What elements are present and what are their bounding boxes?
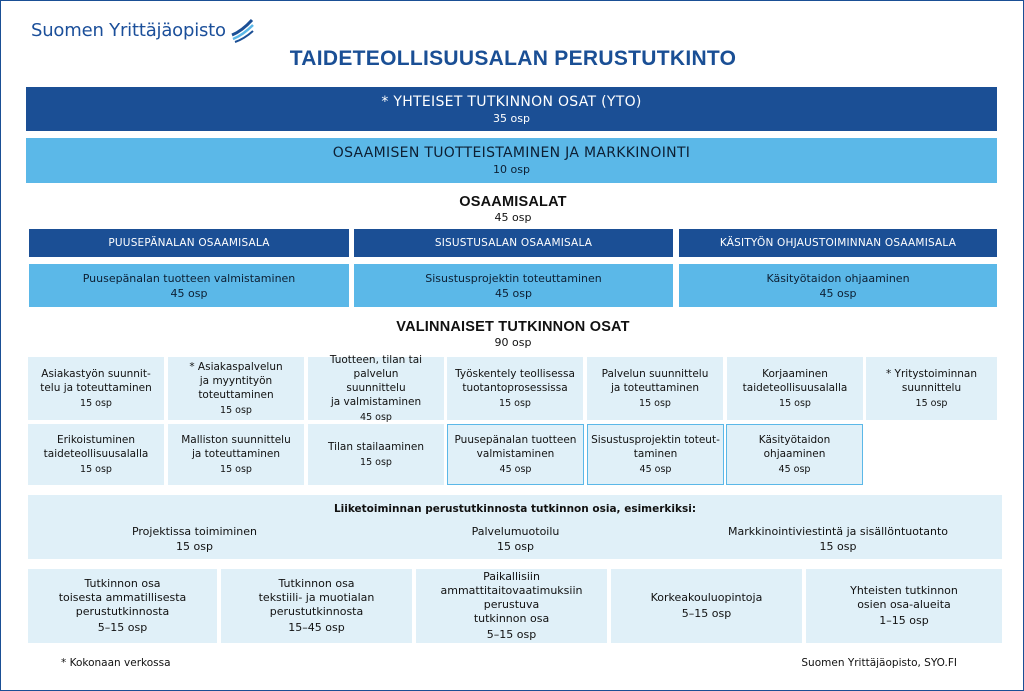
unit-osp: 45 osp (639, 463, 672, 475)
unit-line: tekstiili- ja muotialan (258, 591, 375, 604)
unit-osp: 45 osp (495, 286, 532, 300)
elective-unit (866, 357, 997, 420)
liiketoiminta-example (423, 524, 608, 554)
unit-line: tutkinnon osa (473, 612, 550, 625)
unit-osp: 15–45 osp (288, 621, 345, 634)
elective-unit (447, 357, 583, 420)
elective-unit-osaamisala (587, 424, 724, 485)
unit-line: Korkeakouluopintoja (650, 591, 763, 604)
other-unit (611, 569, 802, 643)
unit-line: ja valmistaminen (330, 395, 422, 408)
core-osp: 10 osp (493, 163, 530, 176)
liiketoiminta-example (688, 524, 988, 554)
unit-line: * Asiakaspalvelun (189, 360, 283, 373)
valinnaiset-osp: 90 osp (494, 336, 532, 349)
osaamisalat-heading (1, 194, 1024, 224)
unit-osp: 5–15 osp (681, 607, 732, 620)
elective-unit (168, 424, 304, 485)
unit-label: Puusepänalan tuotteen valmistaminen (82, 271, 296, 285)
elective-unit-osaamisala (726, 424, 863, 485)
example-osp: 15 osp (176, 540, 213, 553)
liiketoiminta-example (102, 524, 287, 554)
yto-bar (26, 87, 997, 131)
unit-osp: 45 osp (778, 463, 811, 475)
unit-line: Yhteisten tutkinnon (850, 584, 958, 597)
unit-line: toteuttaminen (198, 388, 274, 401)
unit-line: ohjaaminen (763, 447, 826, 460)
unit-osp: 45 osp (819, 286, 857, 300)
unit-osp: 45 osp (170, 286, 208, 300)
elective-unit (28, 357, 164, 420)
unit-line: perustutkinnosta (75, 605, 170, 618)
example-label: Projektissa toimiminen (131, 525, 258, 538)
unit-line: tuotantoprosessissa (462, 381, 568, 394)
unit-osp: 15 osp (779, 397, 811, 409)
elective-unit (308, 424, 444, 485)
page-title: TAIDETEOLLISUUSALAN PERUSTUTKINTO (289, 47, 737, 70)
unit-line: suunnittelu (346, 381, 406, 394)
unit-osp: 15 osp (499, 397, 531, 409)
osaamisalat-osp: 45 osp (494, 211, 532, 224)
valinnaiset-heading (1, 319, 1024, 349)
elective-unit (28, 424, 164, 485)
unit-osp: 5–15 osp (97, 621, 148, 634)
unit-line: taideteollisuusalalla (43, 447, 149, 460)
unit-osp: 45 osp (499, 463, 532, 475)
elective-unit-osaamisala (447, 424, 584, 485)
unit-line: Korjaaminen (762, 367, 828, 380)
unit-line: perustuva (483, 598, 540, 611)
unit-line: Käsityötaidon (758, 433, 831, 446)
core-bar (26, 138, 997, 183)
unit-osp: 15 osp (80, 463, 112, 475)
osaamisala-header-puuseppa: PUUSEPÄNALAN OSAAMISALA (29, 229, 349, 257)
unit-osp: 15 osp (639, 397, 671, 409)
osaamisala-unit-puuseppa (29, 264, 349, 307)
osaamisalat-title: OSAAMISALAT (459, 194, 567, 210)
logo[interactable] (31, 17, 254, 43)
unit-osp: 15 osp (220, 404, 252, 416)
unit-osp: 1–15 osp (879, 614, 929, 627)
example-osp: 15 osp (497, 540, 534, 553)
unit-line: suunnittelu (901, 381, 962, 394)
unit-line: Malliston suunnittelu (181, 433, 291, 446)
unit-line: taideteollisuusalalla (742, 381, 848, 394)
unit-line: perustutkinnosta (269, 605, 364, 618)
source-credit: Suomen Yrittäjäopisto, SYO.FI (801, 657, 957, 669)
unit-line: Palvelun suunnittelu (601, 367, 709, 380)
unit-line: ja toteuttaminen (191, 447, 281, 460)
unit-line: Tutkinnon osa (84, 577, 161, 590)
unit-line: toisesta ammatillisesta (58, 591, 187, 604)
unit-line: ja myyntityön (199, 374, 273, 387)
footnote: * Kokonaan verkossa (61, 657, 171, 669)
unit-osp: 15 osp (360, 456, 392, 468)
osaamisala-unit-kasityo (679, 264, 997, 307)
unit-osp: 45 osp (360, 411, 392, 423)
unit-line: valmistaminen (476, 447, 555, 460)
unit-osp: 15 osp (915, 397, 948, 409)
unit-osp: 15 osp (220, 463, 252, 475)
logo-swoosh-icon (230, 17, 254, 43)
osaamisala-header-kasityo: KÄSITYÖN OHJAUSTOIMINNAN OSAAMISALA (679, 229, 997, 257)
unit-line: Tutkinnon osa (278, 577, 355, 590)
elective-unit (727, 357, 863, 420)
example-label: Palvelumuotoilu (471, 525, 560, 538)
osaamisala-unit-sisustus (354, 264, 673, 307)
other-unit (416, 569, 607, 643)
yto-osp: 35 osp (493, 111, 530, 125)
unit-osp: 5–15 osp (486, 628, 537, 641)
core-label: OSAAMISEN TUOTTEISTAMINEN JA MARKKINOINTI (332, 145, 691, 161)
liiketoiminta-title: Liiketoiminnan perustutkinnosta tutkinnon osia, esimerkiksi: (333, 503, 697, 515)
unit-line: Työskentely teollisessa (455, 367, 575, 380)
unit-line: Sisustusprojektin toteut- (591, 433, 720, 446)
other-unit (806, 569, 1002, 643)
unit-line: Tilan stailaaminen (328, 440, 424, 453)
unit-line: Puusepänalan tuotteen (454, 433, 577, 446)
unit-line: Paikallisiin ammattitaitovaatimuksiin (440, 570, 583, 597)
elective-unit (587, 357, 723, 420)
logo-text: Suomen Yrittäjäopisto (31, 19, 226, 41)
liiketoiminta-panel (28, 495, 1002, 559)
unit-line: ja toteuttaminen (610, 381, 700, 394)
unit-line: * Yritystoiminnan (885, 367, 978, 380)
other-unit (28, 569, 217, 643)
unit-line: osien osa-alueita (857, 598, 951, 611)
example-label: Markkinointiviestintä ja sisällöntuotanto (727, 525, 949, 538)
yto-label: * YHTEISET TUTKINNON OSAT (YTO) (381, 93, 642, 110)
example-osp: 15 osp (819, 540, 857, 553)
unit-line: Tuotteen, tilan tai palvelun (329, 353, 423, 380)
other-unit (221, 569, 412, 643)
unit-line: taminen (633, 447, 678, 460)
unit-label: Sisustusprojektin toteuttaminen (425, 271, 602, 285)
unit-line: telu ja toteuttaminen (40, 381, 152, 394)
elective-unit (308, 353, 444, 423)
unit-osp: 15 osp (80, 397, 112, 409)
osaamisala-header-sisustus: SISUSTUSALAN OSAAMISALA (354, 229, 673, 257)
unit-line: Erikoistuminen (56, 433, 136, 446)
unit-label: Käsityötaidon ohjaaminen (766, 271, 910, 285)
elective-unit (168, 357, 304, 420)
valinnaiset-title: VALINNAISET TUTKINNON OSAT (396, 319, 630, 335)
unit-line: Asiakastyön suunnit- (41, 367, 151, 380)
